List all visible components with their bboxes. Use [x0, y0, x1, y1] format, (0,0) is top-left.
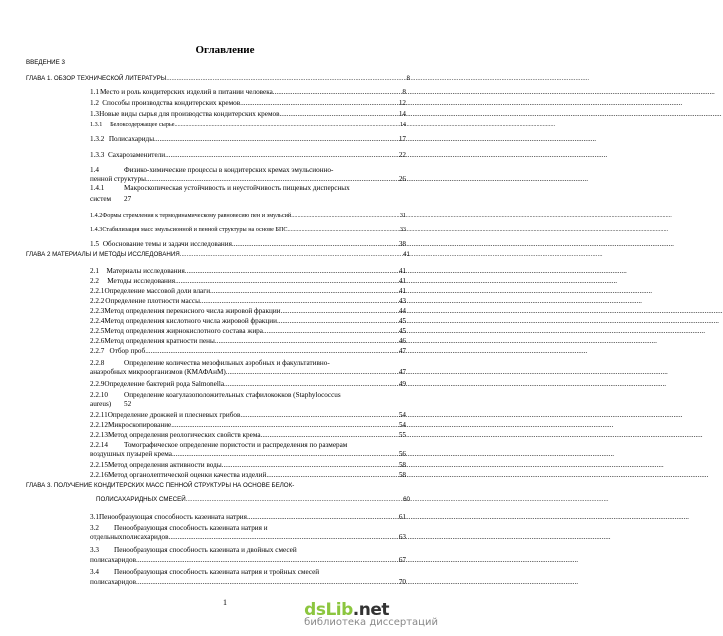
toc-entry-1-3-3[interactable]: 1.3.3 Сахарозаменители ..... 22	[90, 151, 406, 160]
toc-entry-2-2-10-text[interactable]: Определение коагулазоположительных стафилококков (Staphylococcus	[124, 391, 341, 399]
toc-entry-1-4-2[interactable]: 1.4.2 Формы стремления к термодинамическому равновесию пен и эмульсий ..... 31	[90, 211, 406, 220]
toc-entry-3-3-text[interactable]: Пенообразующая способность казеината и двойных смесей	[114, 546, 297, 554]
toc-entry-2-2-9[interactable]: 2.2.9 Определение бактерий рода Salmonella ..... 49	[90, 380, 406, 389]
toc-entry-1-4-3[interactable]: 1.4.3 Стабилизация масс эмульсионной и пенной структуры на основе БПС ..... 33	[90, 225, 406, 234]
toc-entry-1-4-continued[interactable]: пенной структуры ..... 26	[90, 175, 406, 184]
toc-entry-2-2-12[interactable]: 2.2.12 Микроскопирование ..... 54	[90, 421, 406, 430]
toc-chapter-1[interactable]: ГЛАВА 1. ОБЗОР ТЕХНИЧЕСКОЙ ЛИТЕРАТУРЫ ..... 8	[26, 74, 410, 83]
dslib-watermark	[304, 600, 438, 628]
toc-entry-2-1[interactable]: 2.1 Материалы исследования ..... 41	[90, 267, 406, 276]
toc-entry-2-2-3[interactable]: 2.2.3 Метод определения перекисного числа жировой фракции ..... 44	[90, 307, 406, 316]
toc-entry-2-2-8-number: 2.2.8	[90, 359, 105, 367]
toc-entry-1-4-1-number: 1.4.1	[90, 184, 105, 192]
toc-entry-2-2-8-continued[interactable]: анаэробных микроорганизмов (КМАФАнМ) ..... 47	[90, 368, 406, 377]
toc-chapter-3-continued[interactable]: ПОЛИСАХАРИДНЫХ СМЕСЕЙ ..... 60	[96, 495, 410, 504]
toc-entry-2-2-10-page: 52	[124, 400, 132, 408]
toc-entry-2-2-14-text[interactable]: Томографическое определение пористости и распределения по размерам	[124, 441, 348, 449]
toc-entry-2-2-6[interactable]: 2.2.6 Метод определения кратности пены ..... 46	[90, 337, 406, 346]
toc-entry-2-2-15[interactable]: 2.2.15 Метод определения активности воды ..... 58	[90, 461, 406, 470]
toc-entry-2-2-16[interactable]: 2.2.16 Метод органолептической оценки качества изделий ..... 58	[90, 471, 406, 480]
toc-entry-2-2-5[interactable]: 2.2.5 Метод определения жирнокислотного состава жира ..... 45	[90, 327, 406, 336]
toc-entry-1-1[interactable]: 1.1 Место и роль кондитерских изделий в питании человека ..... 8	[90, 88, 406, 97]
toc-entry-2-2-8-text[interactable]: Определение количества мезофильных аэробных и факультативно-	[124, 359, 330, 367]
toc-entry-1-4-1-page: 27	[124, 195, 132, 203]
toc-intro: ВВЕДЕНИЕ 3	[26, 59, 65, 66]
toc-entry-1-5[interactable]: 1.5 Обоснование темы и задачи исследования ..... 38	[90, 240, 406, 249]
toc-entry-1-4-1-continued: систем	[90, 195, 112, 203]
toc-entry-2-2[interactable]: 2.2 Методы исследования ..... 41	[90, 277, 406, 286]
toc-entry-2-2-7[interactable]: 2.2.7 Отбор проб ..... 47	[90, 347, 406, 356]
toc-title: Оглавление	[195, 44, 255, 56]
toc-entry-3-2-text[interactable]: Пенообразующая способность казеината натрия и	[114, 524, 268, 532]
toc-entry-3-4-number: 3.4	[90, 568, 99, 576]
toc-entry-2-2-11[interactable]: 2.2.11 Определение дрожжей и плесневых грибов ..... 54	[90, 411, 406, 420]
toc-chapter-2[interactable]: ГЛАВА 2 МАТЕРИАЛЫ И МЕТОДЫ ИССЛЕДОВАНИЯ ..... 41	[26, 250, 410, 259]
toc-entry-3-3-number: 3.3	[90, 546, 99, 554]
toc-entry-1-4-1-text[interactable]: Макроскопическая устойчивость и неустойчивость пищевых дисперсных	[124, 184, 350, 192]
toc-entry-1-3[interactable]: 1.3 Новые виды сырья для производства кондитерских кремов ..... 14	[90, 110, 406, 119]
toc-entry-1-4-text[interactable]: Физико-химические процессы в кондитерских кремах эмульсионно-	[124, 166, 334, 174]
toc-entry-3-2-number: 3.2	[90, 524, 99, 532]
toc-entry-2-2-13[interactable]: 2.2.13 Метод определения реологических свойств крема ..... 55	[90, 431, 406, 440]
dslib-subtitle: библиотека диссертаций	[304, 617, 438, 628]
toc-entry-2-2-4[interactable]: 2.2.4 Метод определения кислотного числа жировой фракции ..... 45	[90, 317, 406, 326]
toc-entry-1-3-1[interactable]: 1.3.1 Белоксодержащее сырье ..... 14	[90, 120, 406, 129]
toc-entry-3-4-continued[interactable]: полисахаридов ..... 70	[90, 578, 406, 587]
toc-entry-2-2-10-number: 2.2.10	[90, 391, 108, 399]
toc-chapter-3[interactable]: ГЛАВА 3. ПОЛУЧЕНИЕ КОНДИТЕРСКИХ МАСС ПЕННОЙ СТРУКТУРЫ НА ОСНОВЕ БЕЛОК-	[26, 482, 295, 489]
toc-entry-2-2-14-number: 2.2.14	[90, 441, 108, 449]
toc-entry-2-2-10-continued: aureus)	[90, 400, 112, 408]
toc-entry-2-2-1[interactable]: 2.2.1 Определение массовой доли влаги ..... 41	[90, 287, 406, 296]
page-number: 1	[223, 598, 227, 607]
toc-entry-3-1[interactable]: 3.1 Пенообразующая способность казеината натрия ..... 61	[90, 513, 406, 522]
toc-entry-3-4-text[interactable]: Пенообразующая способность казеината натрия и тройных смесей	[114, 568, 320, 576]
toc-entry-1-4-number: 1.4	[90, 166, 99, 174]
toc-entry-2-2-14-continued[interactable]: воздушных пузырей крема ..... 56	[90, 450, 406, 459]
toc-entry-3-3-continued[interactable]: полисахаридов ..... 67	[90, 556, 406, 565]
toc-entry-1-3-2[interactable]: 1.3.2 Полисахариды ..... 17	[90, 135, 406, 144]
toc-entry-1-2[interactable]: 1.2 Способы производства кондитерских кремов ..... 12	[90, 99, 406, 108]
dslib-logo: dsLib.net	[304, 600, 389, 620]
toc-entry-3-2-continued[interactable]: отдельныхполисахаридов ..... 63	[90, 533, 406, 542]
toc-entry-2-2-2[interactable]: 2.2.2 Определение плотности массы ..... 43	[90, 297, 406, 306]
